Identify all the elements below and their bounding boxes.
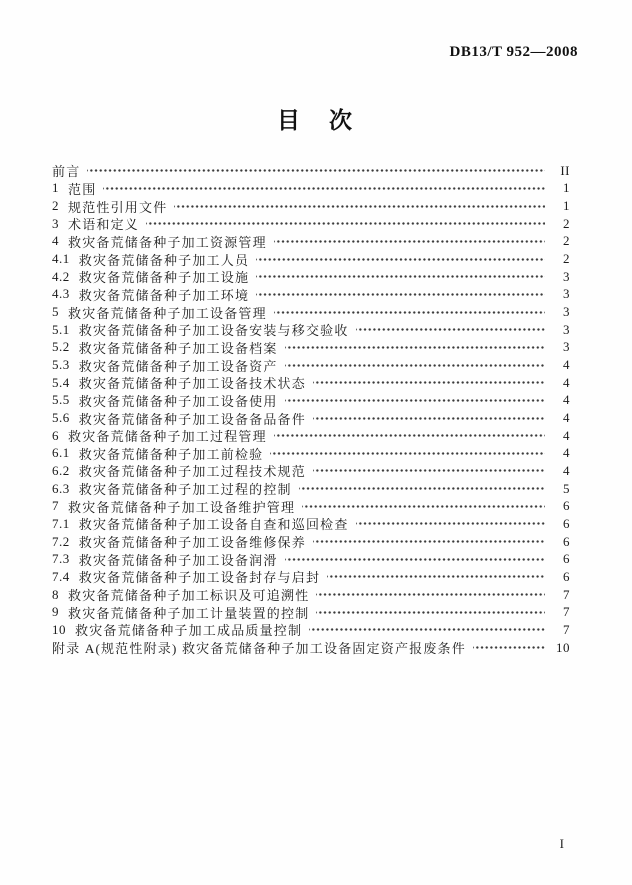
toc-entry-page: 3: [563, 304, 570, 320]
dot-leader: [285, 553, 545, 566]
toc-entry-label: 救灾备荒储备种子加工设备档案: [78, 340, 278, 356]
toc-entry: [52, 427, 570, 445]
dot-leader: [274, 429, 545, 442]
toc-entry: [52, 603, 570, 621]
toc-entry-page: 6: [563, 533, 570, 549]
toc-entry: [52, 286, 570, 304]
toc-entry-label: 救灾备荒储备种子加工设备管理: [68, 305, 267, 321]
toc-entry: [52, 586, 570, 604]
toc-entry-label: 救灾备荒储备种子加工设备资产: [78, 358, 278, 374]
dot-leader: [313, 535, 545, 548]
toc-entry-label: 救灾备荒储备种子加工成品质量控制: [75, 623, 303, 639]
toc-entry-label: 救灾备荒储备种子加工设备使用: [78, 393, 278, 409]
toc-entry-number: 5.1: [52, 321, 70, 337]
toc-entry-number: 6: [52, 427, 59, 443]
toc-entry-page: 5: [563, 480, 570, 496]
toc-entry-page: 1: [563, 180, 570, 196]
toc-entry-page: II: [560, 162, 570, 178]
toc-entry: [52, 356, 570, 374]
toc-entry-label: 救灾备荒储备种子加工设备技术状态: [78, 376, 306, 392]
toc-entry-page: 4: [563, 410, 570, 426]
dot-leader: [274, 235, 545, 248]
toc-entry-label: 救灾备荒储备种子加工环境: [78, 287, 250, 303]
dot-leader: [309, 623, 545, 636]
toc-entry: [52, 197, 570, 215]
toc-entry-label: 救灾备荒储备种子加工过程的控制: [78, 482, 292, 498]
toc-entry: [52, 497, 570, 515]
toc-entry-label: 救灾备荒储备种子加工人员: [78, 252, 250, 268]
toc-entry-page: 4: [563, 392, 570, 408]
dot-leader: [285, 341, 545, 354]
toc-entry-number: 2: [52, 198, 59, 214]
toc-entry-label: 范围: [68, 181, 97, 197]
toc-entry-number: 8: [52, 586, 59, 602]
toc-entry-label: 救灾备荒储备种子加工过程管理: [68, 429, 267, 445]
dot-leader: [103, 182, 545, 195]
toc-entry-number: 7.3: [52, 551, 70, 567]
toc-entry: [52, 409, 570, 427]
page-number: I: [559, 836, 564, 851]
toc-entry: [52, 339, 570, 357]
toc-entry-label: 附录 A(规范性附录) 救灾备荒储备种子加工设备固定资产报废条件: [52, 641, 466, 657]
toc-entry-number: 4.1: [52, 251, 70, 267]
toc-entry-number: 5: [52, 304, 59, 320]
dot-leader: [256, 270, 545, 283]
dot-leader: [313, 464, 545, 477]
toc-entry: [52, 515, 570, 533]
toc-entry-page: 4: [563, 462, 570, 478]
toc-entry-number: 9: [52, 604, 59, 620]
toc-entry: [52, 392, 570, 410]
toc-entry: [52, 268, 570, 286]
toc-entry-number: 4.2: [52, 268, 70, 284]
dot-leader: [327, 570, 545, 583]
toc-entry-page: 2: [563, 215, 570, 231]
toc-entry-label: 救灾备荒储备种子加工资源管理: [68, 234, 267, 250]
toc-entry: [52, 321, 570, 339]
dot-leader: [299, 482, 545, 495]
toc-entry-page: 3: [563, 339, 570, 355]
toc-entry: [52, 250, 570, 268]
dot-leader: [302, 500, 545, 513]
page-title: 目 次: [277, 108, 355, 133]
toc-entry: [52, 303, 570, 321]
dot-leader: [356, 517, 545, 530]
toc-entry-page: 1: [563, 198, 570, 214]
dot-leader: [316, 588, 545, 601]
toc-entry-number: 7: [52, 498, 59, 514]
toc-entry: [52, 462, 570, 480]
dot-leader: [87, 164, 545, 177]
toc-entry: [52, 445, 570, 463]
toc-entry-number: 7.1: [52, 515, 70, 531]
toc-entry-label: 救灾备荒储备种子加工前检验: [78, 446, 264, 462]
toc-entry-label: 规范性引用文件: [68, 199, 168, 215]
toc-entry-page: 6: [563, 515, 570, 531]
toc-entry-page: 7: [563, 621, 570, 637]
toc-entry: [52, 233, 570, 251]
toc-entry-number: 10: [52, 621, 66, 637]
dot-leader: [473, 641, 545, 654]
toc-entry-page: 6: [563, 551, 570, 567]
toc-entry-label: 救灾备荒储备种子加工设备自查和巡回检查: [78, 517, 349, 533]
toc-entry-number: 5.2: [52, 339, 70, 355]
toc-entry-number: 4.3: [52, 286, 70, 302]
toc-entry-page: 3: [563, 286, 570, 302]
toc-entry-number: 3: [52, 215, 59, 231]
toc-entry: [52, 639, 570, 657]
toc-entry: [52, 180, 570, 198]
dot-leader: [313, 376, 545, 389]
toc-entry: [52, 480, 570, 498]
toc-entry-number: 5.3: [52, 357, 70, 373]
toc-entry-number: 6.1: [52, 445, 70, 461]
toc-entry-page: 7: [563, 604, 570, 620]
toc-entry-page: 4: [563, 374, 570, 390]
doc-code-header: DB13/T 952—2008: [449, 44, 578, 60]
toc-entry-page: 10: [556, 639, 570, 655]
dot-leader: [146, 217, 545, 230]
toc-entry: [52, 215, 570, 233]
dot-leader: [256, 288, 545, 301]
dot-leader: [270, 447, 545, 460]
dot-leader: [285, 359, 545, 372]
dot-leader: [313, 412, 545, 425]
toc-entry-page: 6: [563, 568, 570, 584]
toc-entry-page: 7: [563, 586, 570, 602]
toc-entry-page: 4: [563, 357, 570, 373]
toc-entry-number: 5.5: [52, 392, 70, 408]
toc-entry-page: 2: [563, 251, 570, 267]
toc-entry-label: 救灾备荒储备种子加工标识及可追溯性: [68, 588, 310, 604]
toc-entry-label: 救灾备荒储备种子加工设备备品备件: [78, 411, 306, 427]
toc-entry-number: 5.6: [52, 410, 70, 426]
toc-entry-label: 救灾备荒储备种子加工设备封存与启封: [78, 570, 321, 586]
toc-entry-label: 救灾备荒储备种子加工设施: [78, 270, 250, 286]
toc-entry: [52, 162, 570, 180]
dot-leader: [274, 306, 545, 319]
toc-entry-label: 救灾备荒储备种子加工设备润滑: [78, 552, 278, 568]
toc-entry-label: 救灾备荒储备种子加工计量装置的控制: [68, 605, 310, 621]
toc-entry-label: 救灾备荒储备种子加工过程技术规范: [78, 464, 306, 480]
toc-entry-label: 救灾备荒储备种子加工设备维修保养: [78, 535, 306, 551]
dot-leader: [356, 323, 545, 336]
toc-entry-page: 4: [563, 427, 570, 443]
toc-entry-page: 3: [563, 321, 570, 337]
toc-entry-number: 7.2: [52, 533, 70, 549]
toc-entry-page: 6: [563, 498, 570, 514]
toc-entry-number: 4: [52, 233, 59, 249]
toc-entry-label: 救灾备荒储备种子加工设备安装与移交验收: [78, 323, 349, 339]
toc-entry-label: 术语和定义: [68, 217, 140, 233]
dot-leader: [256, 253, 545, 266]
toc-entry-page: 2: [563, 233, 570, 249]
toc-entry: [52, 568, 570, 586]
toc-entry: [52, 533, 570, 551]
dot-leader: [285, 394, 545, 407]
toc-list: [52, 162, 570, 656]
dot-leader: [316, 606, 545, 619]
toc-entry-page: 3: [563, 268, 570, 284]
toc-entry: [52, 550, 570, 568]
toc-entry-number: 7.4: [52, 568, 70, 584]
toc-entry-number: 5.4: [52, 374, 70, 390]
toc-entry-number: 1: [52, 180, 59, 196]
toc-entry: [52, 621, 570, 639]
toc-entry-page: 4: [563, 445, 570, 461]
toc-entry-label: 救灾备荒储备种子加工设备维护管理: [68, 499, 296, 515]
toc-entry-number: 6.2: [52, 462, 70, 478]
toc-entry-number: 6.3: [52, 480, 70, 496]
toc-entry: [52, 374, 570, 392]
dot-leader: [174, 200, 545, 213]
toc-entry-label: 前言: [52, 164, 81, 180]
